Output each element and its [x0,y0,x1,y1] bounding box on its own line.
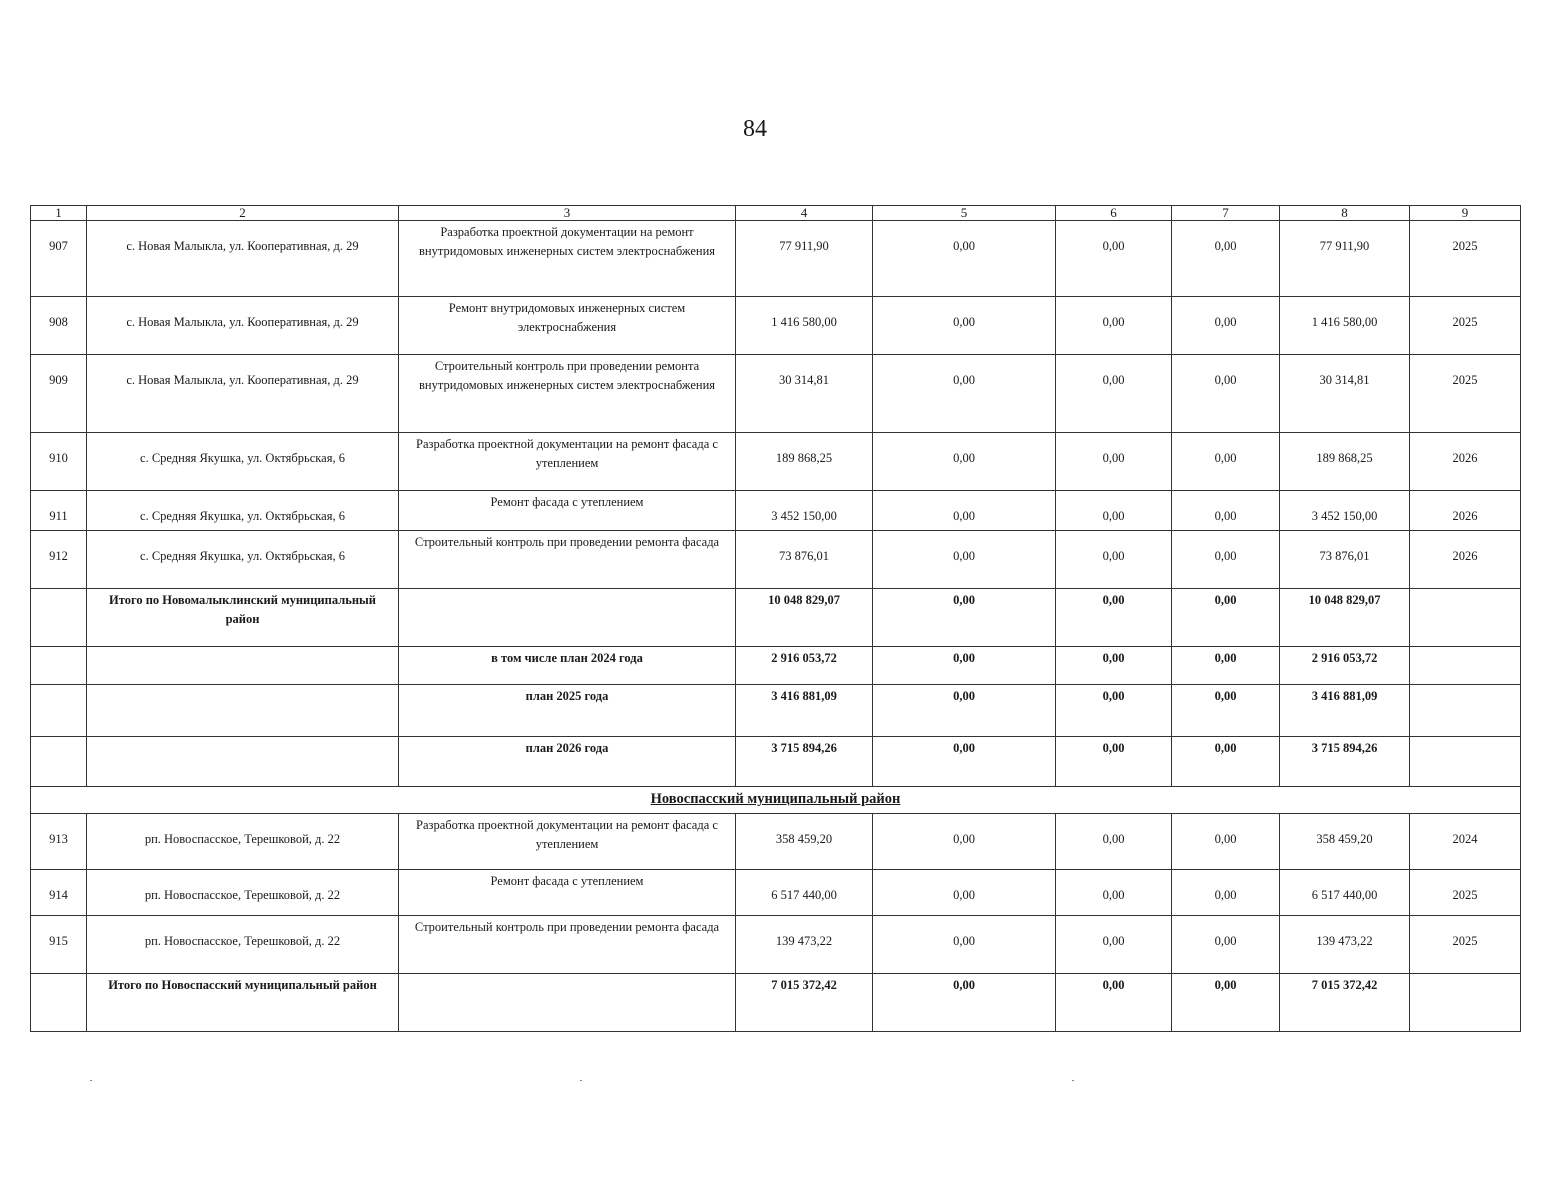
address-cell: с. Новая Малыкла, ул. Кооперативная, д. 29 [87,355,399,433]
col5-cell: 0,00 [873,355,1056,433]
col6-cell: 0,00 [1056,221,1172,297]
col6-cell: 0,00 [1056,869,1172,915]
table-row [31,491,1521,531]
year-cell: 2026 [1410,531,1521,589]
work-type-cell: план 2026 года [399,737,736,787]
work-type-cell: план 2025 года [399,685,736,737]
row-number: 913 [31,813,87,869]
address-cell: с. Средняя Якушка, ул. Октябрьская, 6 [87,433,399,491]
col7-cell: 0,00 [1172,685,1280,737]
col7-cell: 0,00 [1172,647,1280,685]
address-cell: Итого по Новомалыклинский муниципальный район [87,589,399,647]
col7-cell: 0,00 [1172,737,1280,787]
col5-cell: 0,00 [873,433,1056,491]
work-type-cell: Ремонт внутридомовых инженерных систем электроснабжения [399,297,736,355]
address-cell: рп. Новоспасское, Терешковой, д. 22 [87,869,399,915]
col4-cell: 77 911,90 [736,221,873,297]
col4-cell: 139 473,22 [736,915,873,973]
row-number [31,973,87,1031]
col8-cell: 30 314,81 [1280,355,1410,433]
col7-cell: 0,00 [1172,491,1280,531]
year-cell [1410,973,1521,1031]
col5-cell: 0,00 [873,531,1056,589]
address-cell: рп. Новоспасское, Терешковой, д. 22 [87,813,399,869]
col4-cell: 6 517 440,00 [736,869,873,915]
table-row [31,813,1521,869]
col8-cell: 3 452 150,00 [1280,491,1410,531]
col5-cell: 0,00 [873,685,1056,737]
col7-cell: 0,00 [1172,531,1280,589]
table-row [31,355,1521,433]
col6-cell: 0,00 [1056,973,1172,1031]
work-type-cell: Строительный контроль при проведении ремонта фасада [399,915,736,973]
col8-cell: 7 015 372,42 [1280,973,1410,1031]
column-header: 1 [31,206,87,221]
col4-cell: 7 015 372,42 [736,973,873,1031]
col5-cell: 0,00 [873,915,1056,973]
header-row [31,206,1521,221]
col5-cell: 0,00 [873,813,1056,869]
col8-cell: 77 911,90 [1280,221,1410,297]
scan-artifacts [90,1080,1090,1081]
col5-cell: 0,00 [873,647,1056,685]
year-cell [1410,737,1521,787]
col8-cell: 139 473,22 [1280,915,1410,973]
col8-cell: 189 868,25 [1280,433,1410,491]
address-cell: с. Новая Малыкла, ул. Кооперативная, д. 29 [87,221,399,297]
col7-cell: 0,00 [1172,973,1280,1031]
col8-cell: 358 459,20 [1280,813,1410,869]
col7-cell: 0,00 [1172,355,1280,433]
col4-cell: 10 048 829,07 [736,589,873,647]
section-header-row [31,787,1521,814]
year-cell: 2025 [1410,297,1521,355]
capital-repair-table [30,205,1521,1032]
table-row [31,915,1521,973]
year-cell: 2026 [1410,491,1521,531]
work-type-cell: Ремонт фасада с утеплением [399,491,736,531]
col5-cell: 0,00 [873,297,1056,355]
plan-row [31,647,1521,685]
year-cell: 2025 [1410,221,1521,297]
year-cell: 2026 [1410,433,1521,491]
col8-cell: 2 916 053,72 [1280,647,1410,685]
table-row [31,221,1521,297]
row-number [31,647,87,685]
row-number [31,589,87,647]
col4-cell: 3 416 881,09 [736,685,873,737]
year-cell: 2025 [1410,869,1521,915]
work-type-cell: Строительный контроль при проведении ремонта внутридомовых инженерных систем электроснабжения [399,355,736,433]
address-cell [87,737,399,787]
col4-cell: 1 416 580,00 [736,297,873,355]
col5-cell: 0,00 [873,973,1056,1031]
col6-cell: 0,00 [1056,491,1172,531]
col5-cell: 0,00 [873,737,1056,787]
row-number: 907 [31,221,87,297]
col8-cell: 10 048 829,07 [1280,589,1410,647]
total-row [31,973,1521,1031]
column-header: 2 [87,206,399,221]
year-cell: 2025 [1410,355,1521,433]
col4-cell: 3 715 894,26 [736,737,873,787]
address-cell [87,685,399,737]
column-header: 4 [736,206,873,221]
row-number: 911 [31,491,87,531]
col7-cell: 0,00 [1172,589,1280,647]
table-row [31,531,1521,589]
col6-cell: 0,00 [1056,531,1172,589]
col8-cell: 73 876,01 [1280,531,1410,589]
col8-cell: 3 715 894,26 [1280,737,1410,787]
address-cell [87,647,399,685]
column-header: 9 [1410,206,1521,221]
work-type-cell [399,589,736,647]
col6-cell: 0,00 [1056,915,1172,973]
col6-cell: 0,00 [1056,685,1172,737]
col6-cell: 0,00 [1056,589,1172,647]
col4-cell: 2 916 053,72 [736,647,873,685]
row-number: 908 [31,297,87,355]
year-cell [1410,589,1521,647]
address-cell: с. Средняя Якушка, ул. Октябрьская, 6 [87,531,399,589]
row-number: 914 [31,869,87,915]
col4-cell: 189 868,25 [736,433,873,491]
col4-cell: 30 314,81 [736,355,873,433]
table-row [31,433,1521,491]
col6-cell: 0,00 [1056,647,1172,685]
row-number: 915 [31,915,87,973]
col5-cell: 0,00 [873,869,1056,915]
col4-cell: 3 452 150,00 [736,491,873,531]
col7-cell: 0,00 [1172,433,1280,491]
plan-row [31,685,1521,737]
col7-cell: 0,00 [1172,297,1280,355]
col6-cell: 0,00 [1056,433,1172,491]
col6-cell: 0,00 [1056,355,1172,433]
work-type-cell: Разработка проектной документации на ремонт фасада с утеплением [399,813,736,869]
work-type-cell: Строительный контроль при проведении ремонта фасада [399,531,736,589]
row-number [31,685,87,737]
col7-cell: 0,00 [1172,813,1280,869]
work-type-cell: в том числе план 2024 года [399,647,736,685]
column-header: 5 [873,206,1056,221]
col4-cell: 358 459,20 [736,813,873,869]
year-cell: 2025 [1410,915,1521,973]
col6-cell: 0,00 [1056,737,1172,787]
address-cell: Итого по Новоспасский муниципальный район [87,973,399,1031]
row-number: 910 [31,433,87,491]
col8-cell: 1 416 580,00 [1280,297,1410,355]
page-number: 84 [743,116,767,142]
work-type-cell: Разработка проектной документации на ремонт внутридомовых инженерных систем электроснабжения [399,221,736,297]
col5-cell: 0,00 [873,589,1056,647]
col5-cell: 0,00 [873,491,1056,531]
col7-cell: 0,00 [1172,221,1280,297]
column-header: 3 [399,206,736,221]
col5-cell: 0,00 [873,221,1056,297]
work-type-cell: Разработка проектной документации на ремонт фасада с утеплением [399,433,736,491]
address-cell: с. Средняя Якушка, ул. Октябрьская, 6 [87,491,399,531]
table-body [31,206,1521,1032]
col6-cell: 0,00 [1056,813,1172,869]
col7-cell: 0,00 [1172,915,1280,973]
section-title: Новоспасский муниципальный район [31,787,1521,814]
work-type-cell [399,973,736,1031]
total-row [31,589,1521,647]
col8-cell: 6 517 440,00 [1280,869,1410,915]
column-header: 6 [1056,206,1172,221]
col6-cell: 0,00 [1056,297,1172,355]
address-cell: с. Новая Малыкла, ул. Кооперативная, д. 29 [87,297,399,355]
column-header: 8 [1280,206,1410,221]
year-cell [1410,685,1521,737]
col4-cell: 73 876,01 [736,531,873,589]
row-number: 912 [31,531,87,589]
plan-row [31,737,1521,787]
row-number [31,737,87,787]
col8-cell: 3 416 881,09 [1280,685,1410,737]
year-cell [1410,647,1521,685]
address-cell: рп. Новоспасское, Терешковой, д. 22 [87,915,399,973]
table-row [31,297,1521,355]
work-type-cell: Ремонт фасада с утеплением [399,869,736,915]
year-cell: 2024 [1410,813,1521,869]
col7-cell: 0,00 [1172,869,1280,915]
column-header: 7 [1172,206,1280,221]
row-number: 909 [31,355,87,433]
table-row [31,869,1521,915]
